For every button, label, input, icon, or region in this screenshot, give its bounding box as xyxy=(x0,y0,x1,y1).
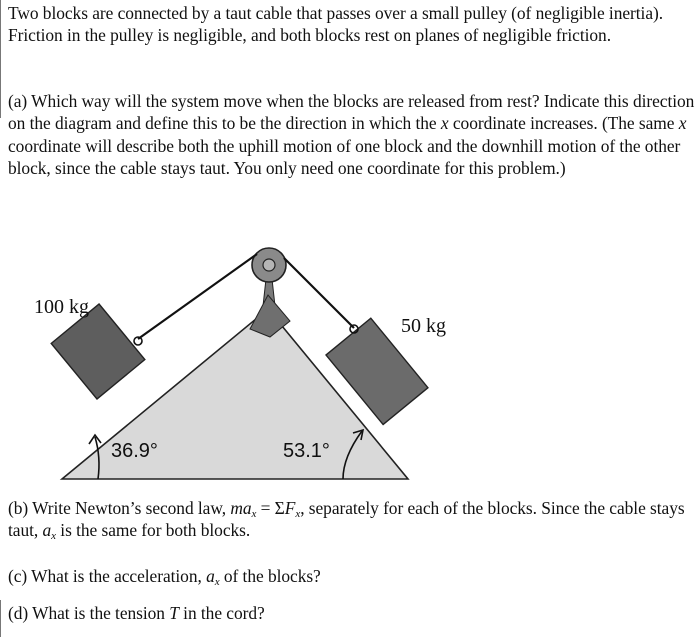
part-c-question: (c) What is the acceleration, $a_x$ of the blocks? xyxy=(8,566,321,588)
page-border-top xyxy=(0,0,1,118)
right-angle-label: 53.1° xyxy=(283,440,330,462)
incline-diagram xyxy=(0,225,700,495)
left-block xyxy=(51,304,145,399)
part-a-question: (a) Which way will the system move when the blocks are released from rest? Indicate this direction on the diagram and define this to be the direction in which the x coordinate increases. (The same x coordinate will describe both the uphill motion of one block and the downhill motion of the other block, since the cable stays taut. You only need one coordinate for this problem.) xyxy=(8,91,695,179)
right-block-label: 50 kg xyxy=(401,315,446,337)
pulley-hub xyxy=(263,259,275,271)
problem-intro: Two blocks are connected by a taut cable that passes over a small pulley (of negligible inertia). Friction in the pulley is negligible, and both blocks rest on planes of negligible friction. xyxy=(8,3,664,46)
left-block-label: 100 kg xyxy=(34,296,89,318)
right-cable xyxy=(284,258,354,328)
part-b-question: (b) Write Newton’s second law, $ma_x = \Sigma F_x$, separately for each of the blocks. Since the cable stays taut, $a_x$ is the same for both blocks. xyxy=(8,498,685,543)
page-border-bottom xyxy=(0,600,1,637)
left-angle-label: 36.9° xyxy=(111,440,158,462)
left-cable xyxy=(138,254,257,339)
part-d-question: (d) What is the tension T in the cord? xyxy=(8,603,265,623)
